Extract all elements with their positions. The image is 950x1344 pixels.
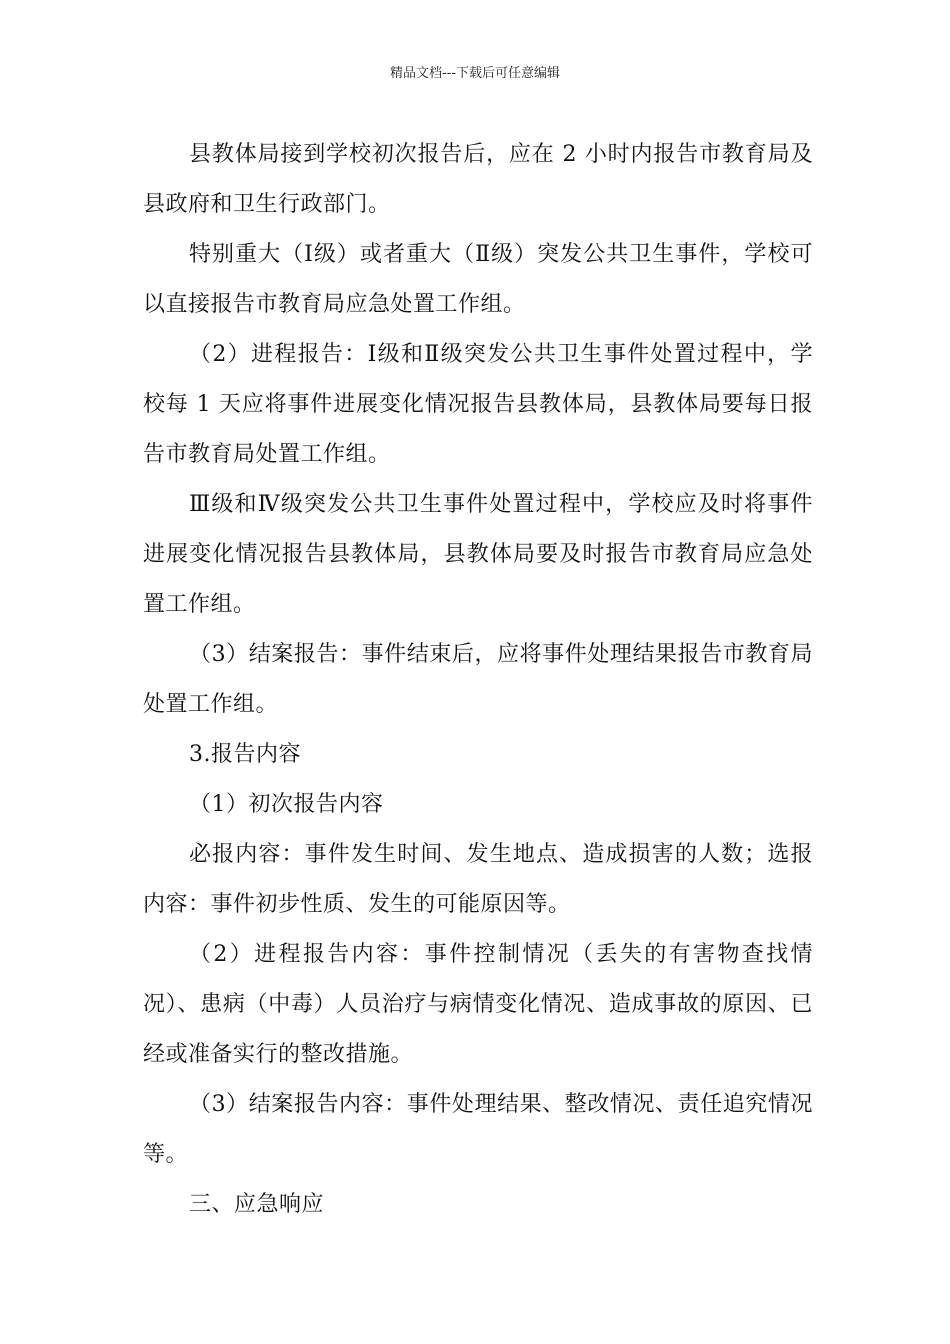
paragraph-progress-report: （2）进程报告：Ⅰ级和Ⅱ级突发公共卫生事件处置过程中，学校每 1 天应将事件进展变化情况报告县教体局，县教体局要每日报告市教育局处置工作组。: [143, 342, 813, 467]
paragraph-required-content: 必报内容：事件发生时间、发生地点、造成损害的人数；选报内容：事件初步性质、发生的可能原因等。: [143, 842, 813, 917]
paragraph-closing-report-content: （3）结案报告内容：事件处理结果、整改情况、责任追究情况等。: [143, 1092, 813, 1167]
paragraph-initial-report-followup: 县教体局接到学校初次报告后，应在 2 小时内报告市教育局及县政府和卫生行政部门。: [143, 142, 813, 217]
section-heading-report-content: 3.报告内容: [189, 742, 301, 767]
paragraph-progress-report-content: （2）进程报告内容：事件控制情况（丢失的有害物查找情况）、患病（中毒）人员治疗与病情变化情况、造成事故的原因、已经或准备实行的整改措施。: [143, 942, 813, 1067]
section-heading-emergency-response: 三、应急响应: [189, 1192, 325, 1217]
subheading-initial-report-content: （1）初次报告内容: [189, 792, 384, 817]
paragraph-level-3-4-progress: Ⅲ级和Ⅳ级突发公共卫生事件处置过程中，学校应及时将事件进展变化情况报告县教体局，县教体局要及时报告市教育局应急处置工作组。: [143, 492, 813, 617]
paragraph-closing-report: （3）结案报告：事件结束后，应将事件处理结果报告市教育局处置工作组。: [143, 642, 813, 717]
page-header: 精品文档---下载后可任意编辑: [389, 66, 561, 81]
document-body: [143, 130, 813, 1230]
paragraph-direct-report: 特别重大（Ⅰ级）或者重大（Ⅱ级）突发公共卫生事件，学校可以直接报告市教育局应急处置工作组。: [143, 242, 813, 317]
